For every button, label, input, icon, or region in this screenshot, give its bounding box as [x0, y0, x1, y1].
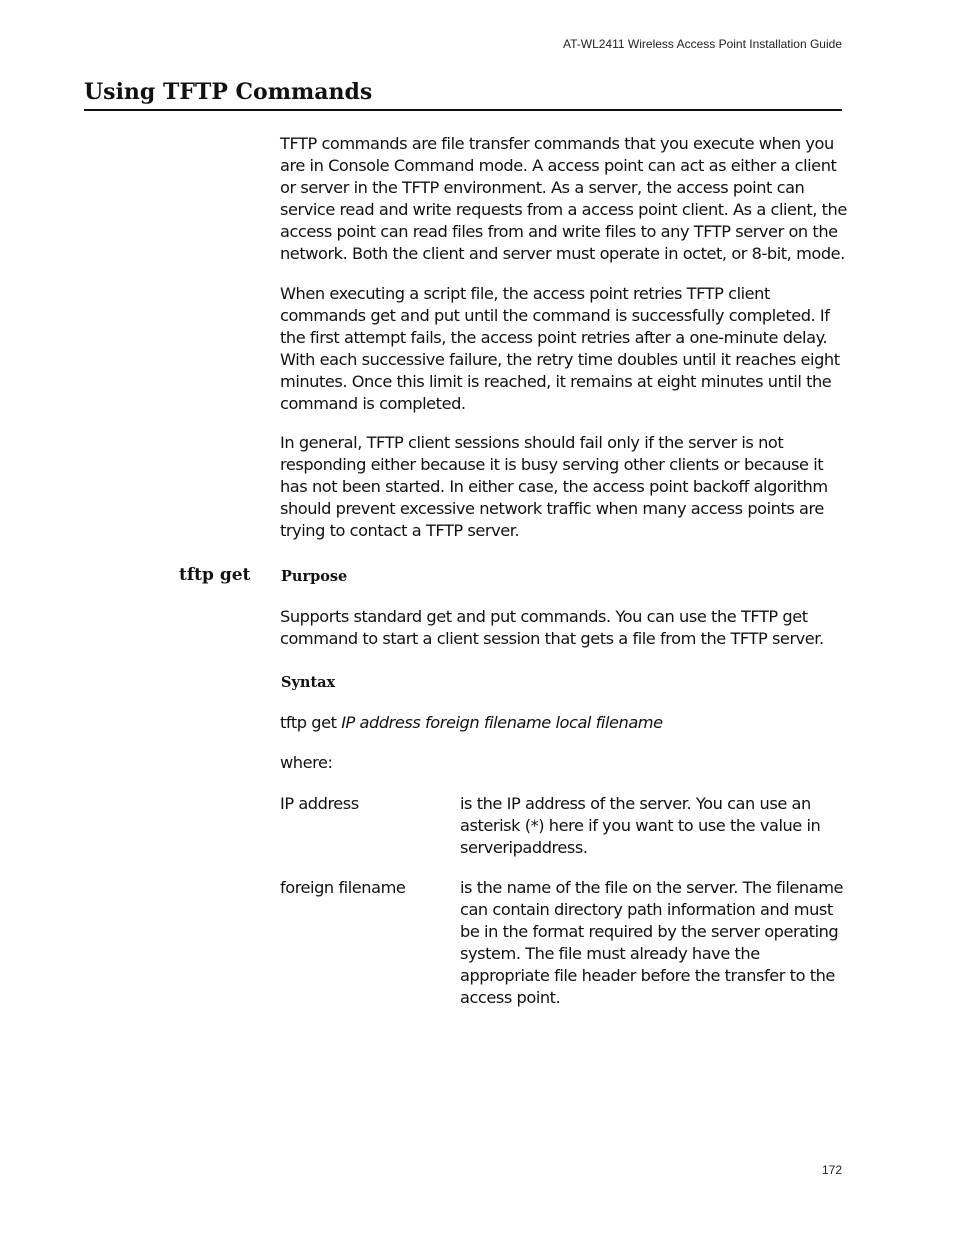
title-rule: [84, 109, 842, 111]
syntax-arguments: IP address foreign filename local filename: [341, 713, 663, 732]
text-line: can contain directory path information and must: [460, 899, 833, 919]
page-number: 172: [821, 1163, 842, 1177]
parameter-term-ip-address: IP address: [280, 794, 359, 813]
syntax-line: [280, 712, 842, 734]
text-line: are in Console Command mode. A access point can act as either a client: [280, 155, 837, 175]
text-line: TFTP commands are file transfer commands that you execute when you: [280, 134, 834, 153]
text-line: is the IP address of the server. You can use an: [460, 794, 811, 813]
text-line: network. Both the client and server must operate in octet, or 8-bit, mode.: [280, 243, 845, 263]
text-line: is the name of the file on the server. The filename: [460, 878, 844, 897]
text-line: should prevent excessive network traffic when many access points are: [280, 498, 824, 518]
intro-paragraph-1: [280, 133, 847, 264]
text-line: With each successive failure, the retry time doubles until it reaches eight: [280, 349, 840, 369]
section-title: Using TFTP Commands: [84, 79, 373, 105]
text-line: access point can read files from and write files to any TFTP server on the: [280, 221, 838, 241]
text-line: In general, TFTP client sessions should fail only if the server is not: [280, 433, 784, 452]
command-heading: tftp get: [179, 565, 251, 585]
text-line: system. The file must already have the: [460, 943, 760, 963]
running-header: AT-WL2411 Wireless Access Point Installation Guide: [562, 37, 842, 51]
text-line: minutes. Once this limit is reached, it remains at eight minutes until the: [280, 371, 832, 391]
text-line: or server in the TFTP environment. As a server, the access point can: [280, 177, 805, 197]
purpose-paragraph: [280, 606, 842, 650]
text-line: command to start a client session that gets a file from the TFTP server.: [280, 628, 824, 648]
text-line: serveripaddress.: [460, 837, 588, 857]
text-line: service read and write requests from a access point client. As a client, the: [280, 199, 847, 219]
text-line: the first attempt fails, the access point retries after a one-minute delay.: [280, 327, 828, 347]
syntax-command: tftp get: [280, 713, 337, 732]
text-line: When executing a script file, the access point retries TFTP client: [280, 284, 770, 303]
text-line: command is completed.: [280, 393, 466, 413]
text-line: trying to contact a TFTP server.: [280, 520, 520, 540]
where-label: where:: [280, 753, 333, 772]
text-line: access point.: [460, 987, 561, 1007]
parameter-term-foreign-filename: foreign filename: [280, 878, 406, 897]
text-line: appropriate file header before the transfer to the: [460, 965, 835, 985]
text-line: commands get and put until the command is successfully completed. If: [280, 305, 830, 325]
text-line: has not been started. In either case, the access point backoff algorithm: [280, 476, 828, 496]
purpose-heading: Purpose: [281, 568, 348, 585]
parameter-definition-foreign-filename: [460, 877, 842, 1008]
text-line: be in the format required by the server operating: [460, 921, 839, 941]
text-line: responding either because it is busy serving other clients or because it: [280, 454, 824, 474]
parameter-definition-ip-address: [460, 793, 842, 859]
intro-paragraph-2: [280, 283, 842, 414]
intro-paragraph-3: [280, 432, 842, 542]
text-line: asterisk (*) here if you want to use the value in: [460, 815, 821, 835]
text-line: Supports standard get and put commands. You can use the TFTP get: [280, 607, 808, 626]
syntax-heading: Syntax: [281, 674, 336, 691]
